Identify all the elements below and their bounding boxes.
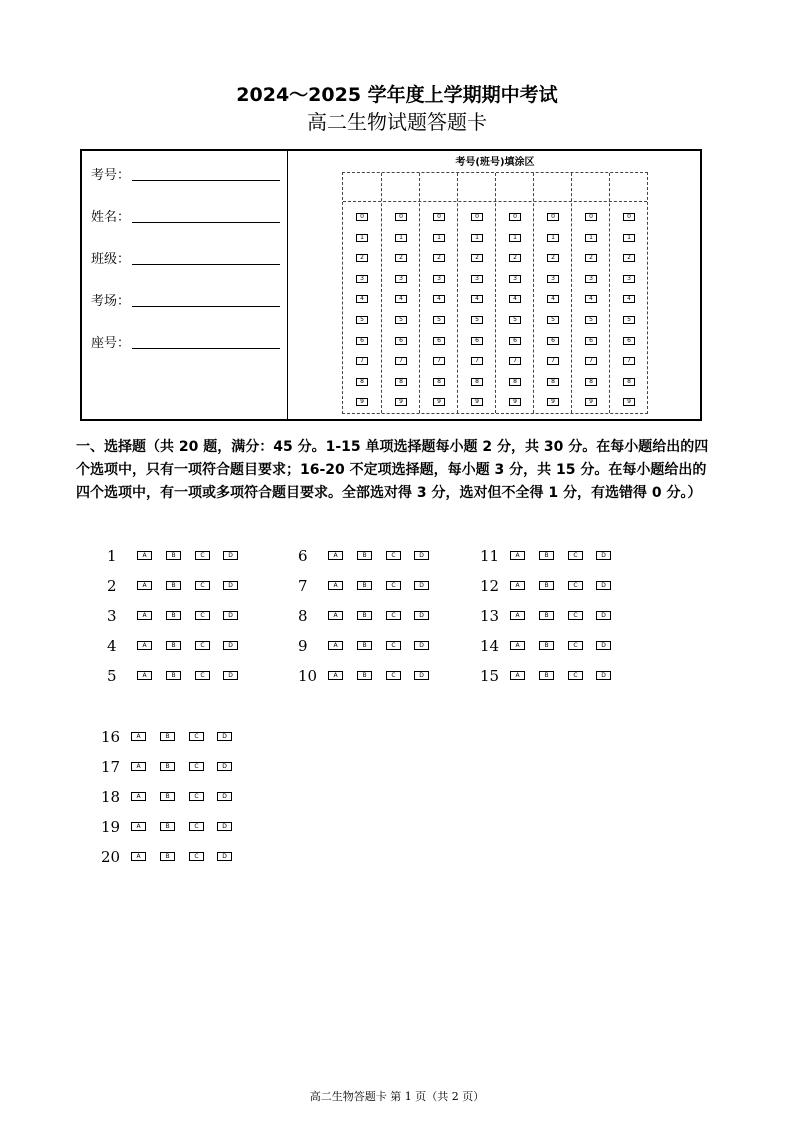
digit-bubble-7[interactable]: 7 — [395, 357, 407, 365]
option-bubble-d[interactable]: D — [217, 732, 232, 741]
digit-bubble-2[interactable]: 2 — [471, 254, 483, 262]
digit-column-6 — [533, 173, 572, 413]
question-number: 5 — [107, 667, 117, 685]
option-bubble-c[interactable]: C — [189, 792, 204, 801]
option-bubble-d[interactable]: D — [414, 551, 429, 560]
option-bubble-a[interactable]: A — [137, 611, 152, 620]
digit-bubble-6[interactable]: 6 — [356, 337, 368, 345]
question-row — [107, 547, 247, 565]
option-bubble-d[interactable]: D — [414, 641, 429, 650]
digit-bubble-5[interactable]: 5 — [623, 316, 635, 324]
digit-bubble-3[interactable]: 3 — [471, 275, 483, 283]
digit-bubble-4[interactable]: 4 — [547, 295, 559, 303]
question-row — [101, 848, 241, 866]
digit-bubble-1[interactable]: 1 — [433, 234, 445, 242]
option-bubble-c[interactable]: C — [568, 581, 583, 590]
digit-bubble-8[interactable]: 8 — [547, 378, 559, 386]
option-bubble-d[interactable]: D — [596, 551, 611, 560]
option-bubble-c[interactable]: C — [568, 671, 583, 680]
question-number: 1 — [107, 547, 117, 565]
question-row — [298, 607, 438, 625]
digit-column-3 — [419, 173, 458, 413]
question-row — [480, 547, 620, 565]
digit-bubble-9[interactable]: 9 — [547, 398, 559, 406]
digit-bubble-2[interactable]: 2 — [547, 254, 559, 262]
fill-zone-title: 考号(班号)填涂区 — [455, 157, 535, 168]
field-seat[interactable] — [91, 332, 131, 351]
digit-bubble-9[interactable]: 9 — [623, 398, 635, 406]
question-number: 11 — [480, 547, 500, 565]
box-divider — [287, 151, 288, 419]
digit-bubble-9[interactable]: 9 — [395, 398, 407, 406]
digit-bubble-4[interactable]: 4 — [585, 295, 597, 303]
question-number: 16 — [101, 728, 121, 746]
digit-bubble-7[interactable]: 7 — [433, 357, 445, 365]
digit-bubble-8[interactable]: 8 — [585, 378, 597, 386]
digit-bubble-6[interactable]: 6 — [509, 337, 521, 345]
digit-bubble-5[interactable]: 5 — [585, 316, 597, 324]
question-number: 20 — [101, 848, 121, 866]
question-number: 8 — [298, 607, 308, 625]
option-bubble-b[interactable]: B — [539, 581, 554, 590]
digit-bubble-2[interactable]: 2 — [623, 254, 635, 262]
digit-bubble-1[interactable]: 1 — [395, 234, 407, 242]
digit-bubble-1[interactable]: 1 — [471, 234, 483, 242]
digit-bubble-5[interactable]: 5 — [433, 316, 445, 324]
option-bubble-d[interactable]: D — [596, 611, 611, 620]
option-bubble-c[interactable]: C — [568, 641, 583, 650]
question-number: 4 — [107, 637, 117, 655]
digit-bubble-4[interactable]: 4 — [356, 295, 368, 303]
digit-bubble-0[interactable]: 0 — [547, 213, 559, 221]
option-bubble-a[interactable]: A — [328, 641, 343, 650]
digit-bubble-4[interactable]: 4 — [395, 295, 407, 303]
digit-bubble-3[interactable]: 3 — [623, 275, 635, 283]
option-bubble-b[interactable]: B — [357, 611, 372, 620]
digit-column-1 — [343, 173, 381, 413]
option-bubble-c[interactable]: C — [386, 641, 401, 650]
question-row — [101, 758, 241, 776]
question-row — [107, 637, 247, 655]
question-number: 12 — [480, 577, 500, 595]
option-bubble-c[interactable]: C — [386, 671, 401, 680]
option-bubble-d[interactable]: D — [596, 581, 611, 590]
option-bubble-b[interactable]: B — [357, 671, 372, 680]
digit-bubble-7[interactable]: 7 — [585, 357, 597, 365]
option-bubble-a[interactable]: A — [137, 641, 152, 650]
option-bubble-d[interactable]: D — [223, 671, 238, 680]
option-bubble-a[interactable]: A — [137, 671, 152, 680]
question-number: 10 — [298, 667, 318, 685]
option-bubble-a[interactable]: A — [328, 611, 343, 620]
digit-bubble-1[interactable]: 1 — [509, 234, 521, 242]
option-bubble-c[interactable]: C — [386, 581, 401, 590]
page-footer: 高二生物答题卡 第 1 页（共 2 页） — [309, 1090, 485, 1103]
option-bubble-a[interactable]: A — [137, 551, 152, 560]
digit-bubble-3[interactable]: 3 — [356, 275, 368, 283]
field-name[interactable] — [91, 206, 131, 225]
digit-bubble-3[interactable]: 3 — [433, 275, 445, 283]
option-bubble-b[interactable]: B — [160, 792, 175, 801]
digit-bubble-9[interactable]: 9 — [471, 398, 483, 406]
digit-bubble-5[interactable]: 5 — [356, 316, 368, 324]
option-bubble-c[interactable]: C — [386, 551, 401, 560]
option-bubble-b[interactable]: B — [539, 611, 554, 620]
option-bubble-b[interactable]: B — [539, 671, 554, 680]
digit-bubble-0[interactable]: 0 — [356, 213, 368, 221]
digit-column-5 — [495, 173, 534, 413]
digit-bubble-8[interactable]: 8 — [395, 378, 407, 386]
digit-bubble-8[interactable]: 8 — [623, 378, 635, 386]
digit-bubble-4[interactable]: 4 — [623, 295, 635, 303]
question-row — [101, 728, 241, 746]
digit-bubble-3[interactable]: 3 — [509, 275, 521, 283]
option-bubble-d[interactable]: D — [223, 641, 238, 650]
digit-column-8 — [609, 173, 648, 413]
digit-bubble-5[interactable]: 5 — [547, 316, 559, 324]
question-row — [480, 637, 620, 655]
option-bubble-d[interactable]: D — [414, 671, 429, 680]
option-bubble-d[interactable]: D — [223, 581, 238, 590]
question-number: 9 — [298, 637, 308, 655]
question-number: 3 — [107, 607, 117, 625]
option-bubble-b[interactable]: B — [160, 822, 175, 831]
option-bubble-b[interactable]: B — [166, 611, 181, 620]
digit-bubble-9[interactable]: 9 — [356, 398, 368, 406]
question-row — [107, 667, 247, 685]
digit-bubble-5[interactable]: 5 — [395, 316, 407, 324]
option-bubble-b[interactable]: B — [166, 671, 181, 680]
option-bubble-c[interactable]: C — [189, 822, 204, 831]
digit-bubble-8[interactable]: 8 — [509, 378, 521, 386]
digit-bubble-2[interactable]: 2 — [509, 254, 521, 262]
field-label: 姓名： — [91, 210, 131, 225]
digit-bubble-2[interactable]: 2 — [356, 254, 368, 262]
digit-bubble-4[interactable]: 4 — [509, 295, 521, 303]
option-bubble-c[interactable]: C — [189, 732, 204, 741]
option-bubble-b[interactable]: B — [166, 581, 181, 590]
digit-bubble-9[interactable]: 9 — [509, 398, 521, 406]
question-row — [101, 788, 241, 806]
question-number: 2 — [107, 577, 117, 595]
digit-column-7 — [571, 173, 610, 413]
question-number: 6 — [298, 547, 308, 565]
option-bubble-c[interactable]: C — [195, 641, 210, 650]
digit-bubble-7[interactable]: 7 — [623, 357, 635, 365]
digit-bubble-3[interactable]: 3 — [395, 275, 407, 283]
question-row — [480, 667, 620, 685]
digit-bubble-7[interactable]: 7 — [356, 357, 368, 365]
field-underline — [132, 222, 280, 223]
student-info-box — [80, 149, 702, 421]
card-subtitle: 高二生物试题答题卡 — [307, 110, 487, 134]
question-number: 7 — [298, 577, 308, 595]
digit-bubble-2[interactable]: 2 — [395, 254, 407, 262]
option-bubble-c[interactable]: C — [195, 611, 210, 620]
option-bubble-c[interactable]: C — [195, 581, 210, 590]
option-bubble-a[interactable]: A — [510, 641, 525, 650]
digit-bubble-6[interactable]: 6 — [471, 337, 483, 345]
digit-bubble-5[interactable]: 5 — [509, 316, 521, 324]
digit-column-4 — [457, 173, 496, 413]
digit-bubble-6[interactable]: 6 — [585, 337, 597, 345]
option-bubble-a[interactable]: A — [510, 611, 525, 620]
option-bubble-a[interactable]: A — [328, 551, 343, 560]
digit-bubble-0[interactable]: 0 — [433, 213, 445, 221]
digit-bubble-4[interactable]: 4 — [471, 295, 483, 303]
question-row — [298, 577, 438, 595]
option-bubble-b[interactable]: B — [166, 641, 181, 650]
option-bubble-c[interactable]: C — [195, 551, 210, 560]
question-number: 15 — [480, 667, 500, 685]
digit-bubble-6[interactable]: 6 — [547, 337, 559, 345]
option-bubble-d[interactable]: D — [596, 671, 611, 680]
digit-bubble-6[interactable]: 6 — [395, 337, 407, 345]
question-row — [298, 547, 438, 565]
option-bubble-d[interactable]: D — [414, 611, 429, 620]
digit-bubble-8[interactable]: 8 — [471, 378, 483, 386]
question-number: 17 — [101, 758, 121, 776]
field-label: 考场： — [91, 294, 131, 309]
option-bubble-b[interactable]: B — [160, 852, 175, 861]
digit-bubble-5[interactable]: 5 — [471, 316, 483, 324]
option-bubble-a[interactable]: A — [131, 762, 146, 771]
digit-bubble-3[interactable]: 3 — [547, 275, 559, 283]
option-bubble-b[interactable]: B — [539, 641, 554, 650]
digit-column-2 — [381, 173, 420, 413]
option-bubble-c[interactable]: C — [189, 762, 204, 771]
option-bubble-a[interactable]: A — [131, 732, 146, 741]
option-bubble-a[interactable]: A — [510, 551, 525, 560]
digit-bubble-2[interactable]: 2 — [585, 254, 597, 262]
exam-title: 2024～2025 学年度上学期期中考试 — [236, 84, 558, 106]
option-bubble-c[interactable]: C — [195, 671, 210, 680]
option-bubble-d[interactable]: D — [223, 551, 238, 560]
digit-bubble-1[interactable]: 1 — [356, 234, 368, 242]
field-underline — [132, 306, 280, 307]
digit-bubble-0[interactable]: 0 — [471, 213, 483, 221]
field-exam-room[interactable] — [91, 290, 131, 309]
option-bubble-b[interactable]: B — [166, 551, 181, 560]
question-row — [101, 818, 241, 836]
digit-bubble-7[interactable]: 7 — [547, 357, 559, 365]
digit-bubble-7[interactable]: 7 — [471, 357, 483, 365]
digit-bubble-0[interactable]: 0 — [395, 213, 407, 221]
digit-bubble-1[interactable]: 1 — [585, 234, 597, 242]
option-bubble-c[interactable]: C — [568, 551, 583, 560]
digit-bubble-6[interactable]: 6 — [433, 337, 445, 345]
option-bubble-a[interactable]: A — [510, 671, 525, 680]
digit-bubble-0[interactable]: 0 — [623, 213, 635, 221]
digit-bubble-0[interactable]: 0 — [585, 213, 597, 221]
field-label: 考号： — [91, 168, 131, 183]
digit-bubble-8[interactable]: 8 — [433, 378, 445, 386]
digit-bubble-6[interactable]: 6 — [623, 337, 635, 345]
field-underline — [132, 180, 280, 181]
option-bubble-a[interactable]: A — [131, 822, 146, 831]
option-bubble-a[interactable]: A — [510, 581, 525, 590]
option-bubble-a[interactable]: A — [131, 852, 146, 861]
option-bubble-d[interactable]: D — [217, 762, 232, 771]
option-bubble-b[interactable]: B — [539, 551, 554, 560]
field-exam-number[interactable] — [91, 164, 131, 183]
option-bubble-b[interactable]: B — [160, 762, 175, 771]
digit-bubble-2[interactable]: 2 — [433, 254, 445, 262]
option-bubble-d[interactable]: D — [223, 611, 238, 620]
field-label: 座号： — [91, 336, 131, 351]
exam-number-fill-grid — [342, 172, 648, 414]
question-number: 19 — [101, 818, 121, 836]
option-bubble-c[interactable]: C — [386, 611, 401, 620]
option-bubble-d[interactable]: D — [414, 581, 429, 590]
question-number: 13 — [480, 607, 500, 625]
field-label: 班级： — [91, 252, 131, 267]
option-bubble-d[interactable]: D — [217, 852, 232, 861]
option-bubble-a[interactable]: A — [328, 581, 343, 590]
question-row — [480, 577, 620, 595]
field-class[interactable] — [91, 248, 131, 267]
digit-bubble-1[interactable]: 1 — [623, 234, 635, 242]
option-bubble-a[interactable]: A — [328, 671, 343, 680]
field-underline — [132, 348, 280, 349]
digit-bubble-9[interactable]: 9 — [585, 398, 597, 406]
question-row — [298, 667, 438, 685]
option-bubble-b[interactable]: B — [357, 581, 372, 590]
option-bubble-d[interactable]: D — [217, 792, 232, 801]
option-bubble-d[interactable]: D — [217, 822, 232, 831]
digit-bubble-3[interactable]: 3 — [585, 275, 597, 283]
option-bubble-a[interactable]: A — [137, 581, 152, 590]
option-bubble-d[interactable]: D — [596, 641, 611, 650]
question-row — [298, 637, 438, 655]
question-row — [480, 607, 620, 625]
option-bubble-b[interactable]: B — [357, 641, 372, 650]
option-bubble-a[interactable]: A — [131, 792, 146, 801]
option-bubble-b[interactable]: B — [160, 732, 175, 741]
option-bubble-c[interactable]: C — [189, 852, 204, 861]
digit-bubble-8[interactable]: 8 — [356, 378, 368, 386]
section-instructions: 一、选择题（共 20 题，满分：45 分。1-15 单项选择题每小题 2 分，共 30 分。在每小题给出的四个选项中，只有一项符合题目要求；16-20 不定项选择题，每小题 3 分，共 15 分。在每小题给出的四个选项中，有一项或多项符合题目要求。全部选对得 3 分，选对但不全得 1 分，有选错得 0 分。） — [76, 439, 709, 501]
digit-bubble-0[interactable]: 0 — [509, 213, 521, 221]
question-row — [107, 607, 247, 625]
field-underline — [132, 264, 280, 265]
question-number: 14 — [480, 637, 500, 655]
digit-bubble-7[interactable]: 7 — [509, 357, 521, 365]
option-bubble-b[interactable]: B — [357, 551, 372, 560]
digit-bubble-4[interactable]: 4 — [433, 295, 445, 303]
question-number: 18 — [101, 788, 121, 806]
question-row — [107, 577, 247, 595]
digit-bubble-9[interactable]: 9 — [433, 398, 445, 406]
digit-bubble-1[interactable]: 1 — [547, 234, 559, 242]
option-bubble-c[interactable]: C — [568, 611, 583, 620]
